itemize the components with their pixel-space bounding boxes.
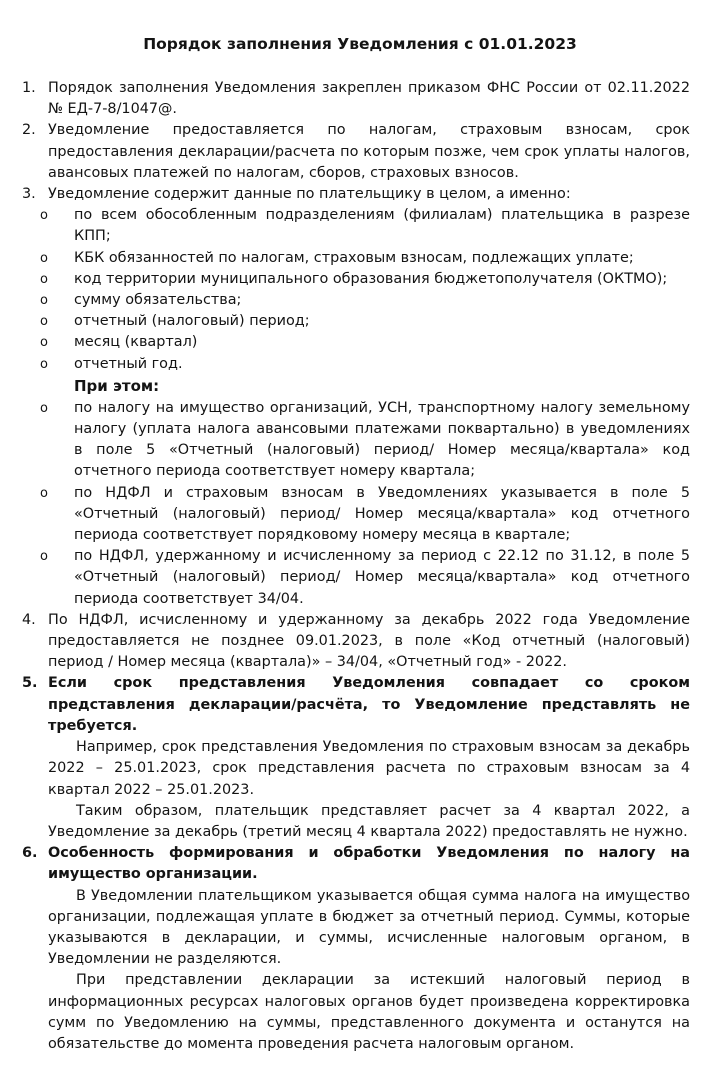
list-item-2	[22, 120, 690, 184]
item-text: По НДФЛ, исчисленному и удержанному за декабрь 2022 года Уведомление предоставляется не позднее 09.01.2023, в поле «Код отчетный (налоговый) период / Номер месяца (квартала)» – 34/04, «Отчетный год» - 2022.	[48, 611, 690, 671]
paragraph: Таким образом, плательщик представляет расчет за 4 квартал 2022, а Уведомление за декабрь (третий месяц 4 квартала 2022) предоставлять не нужно.	[48, 802, 690, 840]
bullet-circle-icon: o	[40, 271, 48, 287]
list-item-5	[22, 673, 690, 737]
bullet-item	[40, 398, 690, 483]
item-text: Уведомление предоставляется по налогам, страховым взносам, срок предоставления декларации/расчета по которым позже, чем срок уплаты налогов, авансовых платежей по налогам, сборов, страховых взносов.	[48, 122, 690, 181]
bullet-item	[40, 311, 690, 332]
bullet-circle-icon: o	[40, 208, 48, 224]
list-item-6	[22, 843, 690, 885]
bullet-text: отчетный год.	[74, 355, 183, 372]
bullet-text: отчетный (налоговый) период;	[74, 313, 310, 330]
item-text: Уведомление содержит данные по плательщику в целом, а именно:	[48, 186, 571, 203]
bullet-circle-icon: o	[40, 549, 48, 565]
bullet-item	[40, 483, 690, 547]
bullet-item	[40, 546, 690, 610]
item-number: 6.	[22, 845, 38, 862]
paragraph: Например, срок представления Уведомления по страховым взносам за декабрь 2022 – 25.01.2023, срок представления расчета по страховым взносам за 4 квартал 2022 – 25.01.2023.	[48, 739, 690, 798]
item-number: 4.	[22, 611, 36, 628]
bullet-item	[40, 290, 690, 311]
bullet-circle-icon: o	[40, 485, 48, 501]
bullet-text: по НДФЛ, удержанному и исчисленному за период с 22.12 по 31.12, в поле 5 «Отчетный (налоговый) период/ Номер месяца/квартала» код отчетного периода соответствует 34/04.	[74, 548, 690, 607]
paragraph: В Уведомлении плательщиком указывается общая сумма налога на имущество организации, подлежащая уплате в бюджет за отчетный период. Суммы, которые указываются в декларации, и суммы, исчисленные налоговым органом, в Уведомлении не разделяются.	[48, 887, 690, 968]
bullet-text: КБК обязанностей по налогам, страховым взносам, подлежащих уплате;	[74, 249, 634, 266]
bullet-circle-icon: o	[40, 356, 48, 372]
item-text: Если срок представления Уведомления совпадает со сроком представления декларации/расчёта, то Уведомление представлять не требуется.	[48, 675, 690, 734]
list-item-3	[22, 184, 690, 205]
item-number: 2.	[22, 122, 36, 139]
bullet-circle-icon: o	[40, 250, 48, 266]
bullet-text: по всем обособленным подразделениям (филиалам) плательщика в разрезе КПП;	[74, 207, 690, 245]
bullet-text: код территории муниципального образования бюджетополучателя (ОКТМО);	[74, 270, 668, 287]
bullet-item	[40, 205, 690, 247]
bullet-item	[40, 354, 690, 375]
bullet-text: по НДФЛ и страховым взносам в Уведомлениях указывается в поле 5 «Отчетный (налоговый) период/ Номер месяца/квартала» код отчетного периода соответствует порядковому номеру месяца в квартале;	[74, 484, 690, 544]
item-number: 3.	[22, 186, 36, 203]
item-number: 5.	[22, 675, 38, 692]
bullet-text: месяц (квартал)	[74, 334, 198, 351]
item-number: 1.	[22, 80, 36, 96]
bullet-text: сумму обязательства;	[74, 292, 242, 309]
document-title: Порядок заполнения Уведомления с 01.01.2023	[143, 35, 577, 53]
item-text: Особенность формирования и обработки Уведомления по налогу на имущество организации.	[48, 845, 690, 883]
bullet-circle-icon: o	[40, 335, 48, 351]
list-item-1	[22, 78, 690, 120]
paragraph: При представлении декларации за истекший налоговый период в информационных ресурсах налоговых органов будет произведена корректировка сумм по Уведомлению на суммы, представленного документа и останутся на обязательстве до момента проведения расчета налоговым органом.	[48, 972, 690, 1052]
bullet-text: по налогу на имущество организаций, УСН, транспортному налогу земельному налогу (уплата налога авансовыми платежами поквартально) в уведомлениях в поле 5 «Отчетный (налоговый) период/ Номер месяца/квартала» код отчетного периода соответствует номеру квартала;	[74, 399, 690, 480]
bullet-item	[40, 332, 690, 353]
bullet-circle-icon: o	[40, 400, 48, 416]
bullet-item	[40, 248, 690, 269]
document-body	[22, 78, 690, 1055]
item-text: Порядок заполнения Уведомления закреплен приказом ФНС России от 02.11.2022 № ЕД-7-8/1047@.	[48, 80, 690, 118]
list-item-4	[22, 610, 690, 674]
bullet-item	[40, 269, 690, 290]
bullet-circle-icon: o	[40, 293, 48, 309]
note-heading: При этом:	[74, 376, 160, 395]
bullet-circle-icon: o	[40, 314, 48, 330]
